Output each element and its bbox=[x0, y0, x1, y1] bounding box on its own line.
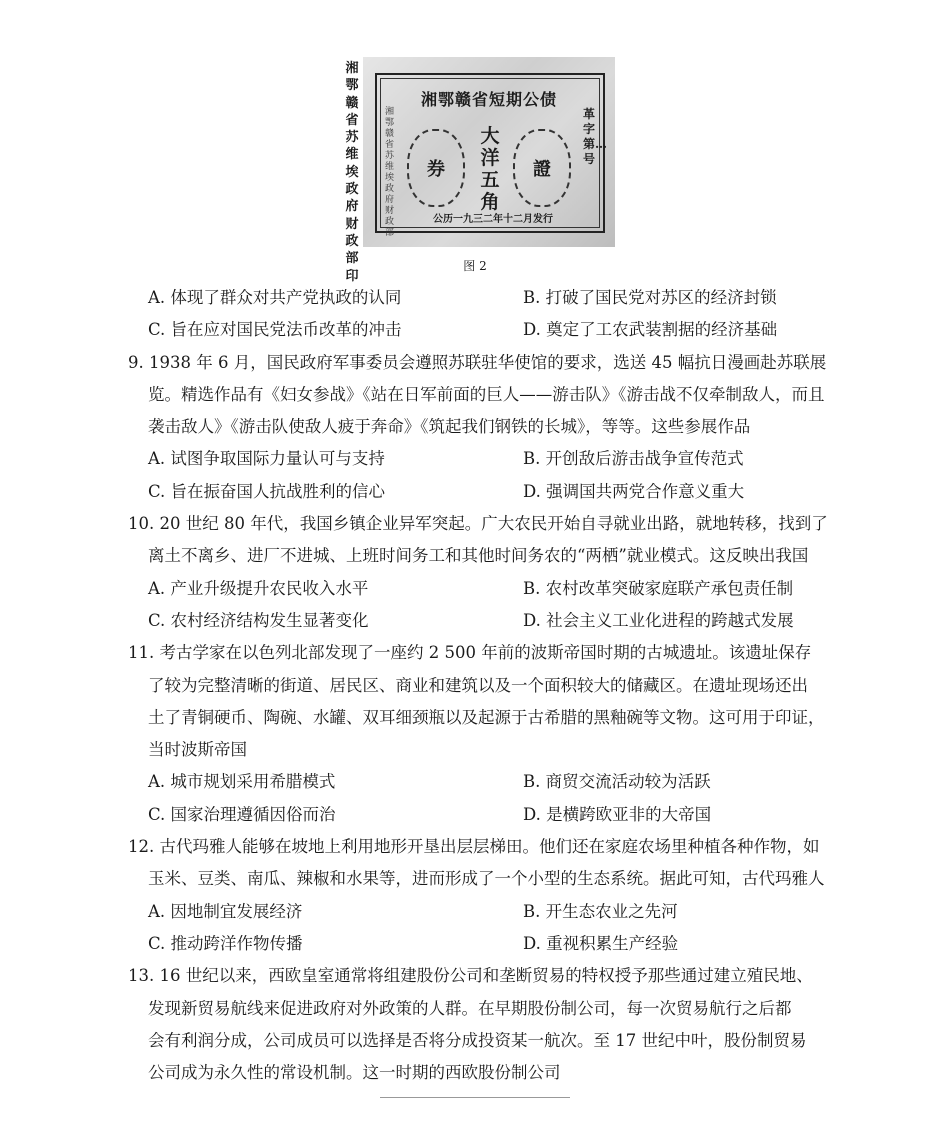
question-stem-line: 10. 20 世纪 80 年代，我国乡镇企业异军突起。广大农民开始自寻就业出路，就地转移，找到了 bbox=[128, 514, 828, 534]
bond-title: 湘鄂赣省短期公债 bbox=[420, 90, 557, 109]
answer-option: B. 开生态农业之先河 bbox=[523, 901, 678, 921]
figure-caption: 图 2 bbox=[463, 259, 487, 273]
question-stem-line: 当时波斯帝国 bbox=[148, 740, 247, 760]
answer-option: C. 农村经济结构发生显著变化 bbox=[148, 610, 369, 630]
answer-option: A. 试图争取国际力量认可与支持 bbox=[148, 449, 385, 469]
question-stem-line: 袭击敌人》《游击队使敌人疲于奔命》《筑起我们钢铁的长城》，等等。这些参展作品 bbox=[148, 417, 751, 437]
question-stem-line: 公司成为永久性的常设机制。这一时期的西欧股份制公司 bbox=[148, 1063, 561, 1083]
answer-option: A. 因地制宜发展经济 bbox=[148, 901, 303, 921]
question-stem-line: 9. 1938 年 6 月，国民政府军事委员会遵照苏联驻华使馆的要求，选送 45 幅抗日漫画赴苏联展 bbox=[128, 352, 827, 372]
option-row bbox=[128, 314, 818, 346]
answer-option: D. 是横跨欧亚非的大帝国 bbox=[523, 804, 712, 824]
answer-option: B. 商贸交流活动较为活跃 bbox=[523, 772, 711, 792]
option-row bbox=[128, 896, 818, 928]
question-stem-line: 12. 古代玛雅人能够在坡地上利用地形开垦出层层梯田。他们还在家庭农场里种植各种作物，如 bbox=[128, 837, 820, 857]
answer-option: D. 强调国共两党合作意义重大 bbox=[523, 481, 745, 501]
bond-issuer-text: 湘鄂赣省苏维埃政府财政部 bbox=[385, 107, 395, 238]
option-row bbox=[128, 605, 818, 637]
page-footer-rule bbox=[380, 1097, 570, 1098]
question bbox=[128, 347, 827, 508]
option-row bbox=[128, 443, 818, 475]
question bbox=[128, 637, 825, 831]
answer-option: A. 城市规划采用希腊模式 bbox=[148, 772, 336, 792]
question-stem-line: 土了青铜硬币、陶碗、水罐、双耳细颈瓶以及起源于古希腊的黑釉碗等文物。这可用于印证， bbox=[148, 707, 825, 727]
figure-side-inscription: 湘鄂赣省苏维埃政府财政部印 bbox=[345, 61, 359, 284]
question-stem-line: 览。精选作品有《妇女参战》《站在日军前面的巨人——游击队》《游击战不仅牵制敌人，而且 bbox=[148, 384, 825, 404]
question-stem-line: 发现新贸易航线来促进政府对外政策的人群。在早期股份制公司，每一次贸易航行之后都 bbox=[148, 998, 792, 1018]
answer-option: D. 奠定了工农武装割据的经济基础 bbox=[523, 320, 778, 340]
option-row bbox=[128, 799, 818, 831]
bond-serial: 革字第…号 bbox=[583, 107, 608, 166]
question bbox=[128, 831, 825, 960]
question-stem-line: 11. 考古学家在以色列北部发现了一座约 2 500 年前的波斯帝国时期的古城遗址。该遗址保存 bbox=[128, 643, 812, 663]
question bbox=[128, 282, 818, 347]
answer-option: A. 体现了群众对共产党执政的认同 bbox=[148, 288, 402, 307]
answer-option: D. 重视积累生产经验 bbox=[523, 933, 679, 953]
bond-right-seal: 證 bbox=[513, 129, 571, 207]
answer-option: D. 社会主义工业化进程的跨越式发展 bbox=[523, 610, 794, 630]
bond-value: 大洋五角 bbox=[480, 125, 500, 213]
bond-left-seal: 券 bbox=[407, 129, 465, 207]
option-row bbox=[128, 476, 818, 508]
answer-option: B. 打破了国民党对苏区的经济封锁 bbox=[523, 288, 777, 307]
option-row bbox=[128, 766, 818, 798]
bond-figure bbox=[363, 57, 615, 247]
question-stem-line: 离土不离乡、进厂不进城、上班时间务工和其他时间务农的“两栖”就业模式。这反映出我国 bbox=[148, 546, 809, 566]
answer-option: B. 农村改革突破家庭联产承包责任制 bbox=[523, 578, 794, 598]
answer-option: B. 开创敌后游击战争宣传范式 bbox=[523, 449, 744, 469]
question bbox=[128, 508, 828, 637]
option-row bbox=[128, 282, 818, 314]
bond-date: 公历一九三二年十二月发行 bbox=[433, 214, 553, 225]
question-stem-line: 13. 16 世纪以来，西欧皇室通常将组建股份公司和垄断贸易的特权授予那些通过建立殖民地、 bbox=[128, 966, 813, 986]
answer-option: C. 旨在应对国民党法币改革的冲击 bbox=[148, 320, 402, 340]
question-list bbox=[128, 282, 828, 1089]
answer-option: A. 产业升级提升农民收入水平 bbox=[148, 578, 369, 598]
question bbox=[128, 960, 818, 1089]
question-stem-line: 玉米、豆类、南瓜、辣椒和水果等，进而形成了一个小型的生态系统。据此可知，古代玛雅人 bbox=[148, 869, 825, 889]
answer-option: C. 国家治理遵循因俗而治 bbox=[148, 804, 336, 824]
option-row bbox=[128, 573, 818, 605]
question-stem-line: 会有利润分成，公司成员可以选择是否将分成投资某一航次。至 17 世纪中叶，股份制贸易 bbox=[148, 1030, 807, 1050]
option-row bbox=[128, 928, 818, 960]
answer-option: C. 旨在振奋国人抗战胜利的信心 bbox=[148, 481, 386, 501]
question-stem-line: 了较为完整清晰的街道、居民区、商业和建筑以及一个面积较大的储藏区。在遗址现场还出 bbox=[148, 675, 808, 695]
answer-option: C. 推动跨洋作物传播 bbox=[148, 933, 303, 953]
